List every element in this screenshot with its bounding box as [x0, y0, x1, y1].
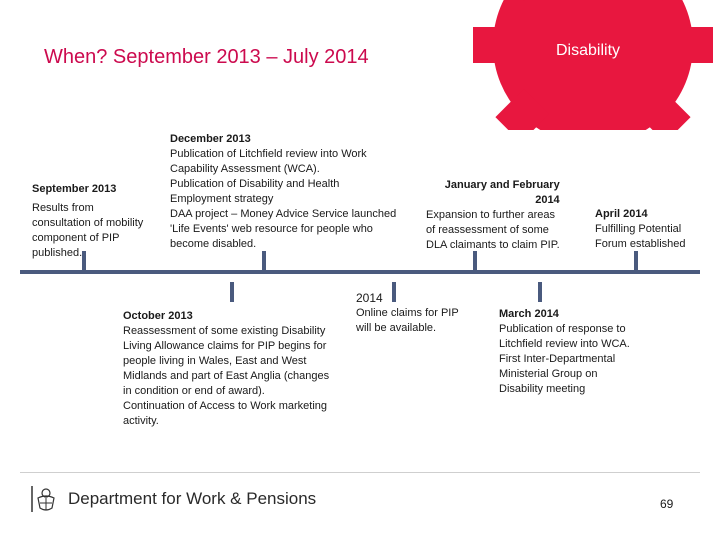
event-line: Expansion to further areas: [426, 209, 556, 221]
event-march-2014: [499, 307, 630, 397]
event-line: people living in Wales, East and West: [123, 355, 307, 367]
crest-icon: [30, 484, 60, 514]
event-line: Employment strategy: [170, 193, 274, 205]
event-line: of reassessment of some: [426, 224, 549, 236]
event-2014: [356, 291, 459, 336]
event-line: Publication of Litchfield review into Work: [170, 148, 367, 160]
event-december-2013: [170, 132, 396, 252]
event-october-2013: [123, 309, 329, 429]
event-date: September 2013: [32, 183, 117, 195]
event-line: Living Allowance claims for PIP begins for: [123, 340, 327, 352]
event-line: published.: [32, 247, 83, 259]
event-line: Online claims for PIP: [356, 307, 459, 319]
event-line: Fulfilling Potential: [595, 223, 682, 235]
event-line: First Inter-Departmental: [499, 353, 616, 365]
timeline-tick: [262, 251, 266, 271]
event-date: December 2013: [170, 133, 251, 145]
event-line: 'Life Events' web resource for people who: [170, 223, 373, 235]
timeline-tick: [230, 282, 234, 302]
event-line: Publication of Disability and Health: [170, 178, 340, 190]
gear-icon: [468, 0, 718, 130]
event-line: component of PIP: [32, 232, 120, 244]
disability-badge-label: Disability: [556, 42, 621, 59]
timeline-tick: [538, 282, 542, 302]
event-line: Publication of response to: [499, 323, 626, 335]
event-line: Reassessment of some existing Disability: [123, 325, 326, 337]
event-september-2013: [32, 182, 143, 261]
footer-divider: [20, 472, 700, 473]
event-line: activity.: [123, 415, 159, 427]
event-line: DAA project – Money Advice Service launched: [170, 208, 397, 220]
event-line: Litchfield review into WCA.: [499, 338, 630, 350]
event-date: 2014: [356, 291, 383, 305]
event-date: March 2014: [499, 308, 559, 320]
event-date: October 2013: [123, 310, 193, 322]
event-date: 2014: [535, 194, 560, 206]
event-line: Forum established: [595, 238, 686, 250]
event-line: Disability meeting: [499, 383, 586, 395]
department-name: Department for Work & Pensions: [68, 489, 317, 508]
event-line: consultation of mobility: [32, 217, 144, 229]
event-date: January and February: [444, 179, 560, 191]
event-january-february-2014: [426, 178, 560, 253]
event-line: Capability Assessment (WCA).: [170, 163, 320, 175]
timeline-tick: [473, 251, 477, 271]
timeline-axis: [20, 270, 700, 274]
page-title: When? September 2013 – July 2014: [44, 46, 369, 68]
event-line: Continuation of Access to Work marketing: [123, 400, 328, 412]
event-line: Results from: [32, 202, 94, 214]
timeline-tick: [634, 251, 638, 271]
event-april-2014: [595, 207, 686, 252]
event-line: will be available.: [356, 322, 437, 334]
event-line: become disabled.: [170, 238, 257, 250]
event-line: in condition or end of award).: [123, 385, 265, 397]
event-line: Ministerial Group on: [499, 368, 598, 380]
page-number: 69: [660, 497, 674, 511]
event-line: DLA claimants to claim PIP.: [426, 239, 560, 251]
department-logo: [30, 484, 316, 514]
event-line: Midlands and part of East Anglia (changes: [123, 370, 330, 382]
event-date: April 2014: [595, 208, 648, 220]
